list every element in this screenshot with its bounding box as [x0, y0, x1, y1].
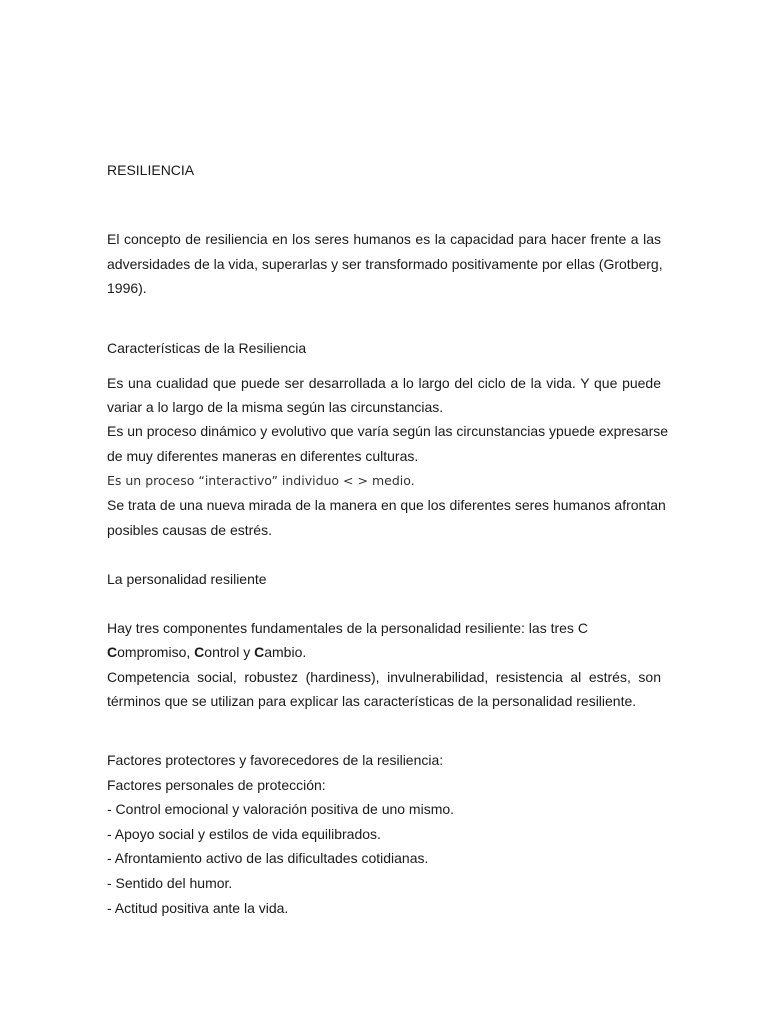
factors-subheading: Factores personales de protección: — [107, 777, 326, 793]
personality-heading: La personalidad resiliente — [107, 571, 267, 587]
document-page — [107, 0, 669, 1024]
factors-heading: Factores protectores y favorecedores de la resiliencia: — [107, 752, 444, 768]
factors-item-4: - Sentido del humor. — [107, 875, 233, 891]
intro-line-3: 1996). — [107, 280, 147, 296]
factors-item-5: - Actitud positiva ante la vida. — [107, 900, 289, 916]
component-compromiso-initial: C — [107, 644, 118, 660]
intro-line-1: El concepto de resiliencia en los seres humanos es la capacidad para hacer frente a las — [107, 231, 661, 247]
component-compromiso-rest: ompromiso, — [117, 644, 195, 660]
intro-line-2: adversidades de la vida, superarlas y ser transformado positivamente por ellas (Grotberg, — [107, 256, 663, 272]
factors-item-1: - Control emocional y valoración positiva de uno mismo. — [107, 801, 455, 817]
personality-line-3: Competencia social, robustez (hardiness), invulnerabilidad, resistencia al estrés, son — [107, 669, 661, 685]
component-cambio-initial: C — [254, 644, 265, 660]
characteristics-line-3: Es un proceso dinámico y evolutivo que varía según las circunstancias ypuede expresarse — [107, 423, 669, 439]
characteristics-line-4: de muy diferentes maneras en diferentes culturas. — [107, 448, 419, 464]
characteristics-line-6: Se trata de una nueva mirada de la manera en que los diferentes seres humanos afrontan — [107, 497, 666, 513]
factors-item-2: - Apoyo social y estilos de vida equilibrados. — [107, 826, 381, 842]
component-control-rest: ontrol y — [204, 644, 255, 660]
factors-item-3: - Afrontamiento activo de las dificultades cotidianas. — [107, 850, 429, 866]
component-cambio-rest: ambio. — [264, 644, 307, 660]
characteristics-line-7: posibles causas de estrés. — [107, 522, 272, 538]
personality-line-1: Hay tres componentes fundamentales de la personalidad resiliente: las tres C — [107, 620, 588, 636]
personality-components — [107, 643, 306, 661]
characteristics-line-2: variar a lo largo de la misma según las circunstancias. — [107, 399, 444, 415]
characteristics-line-1: Es una cualidad que puede ser desarrollada a lo largo del ciclo de la vida. Y que puede — [107, 375, 661, 391]
characteristics-line-5: Es un proceso “interactivo” individuo < > medio. — [107, 473, 415, 488]
component-control-initial: C — [194, 644, 205, 660]
document-title: RESILIENCIA — [107, 162, 195, 178]
characteristics-heading: Características de la Resiliencia — [107, 340, 307, 356]
personality-line-4: términos que se utilizan para explicar las características de la personalidad resiliente. — [107, 693, 637, 709]
